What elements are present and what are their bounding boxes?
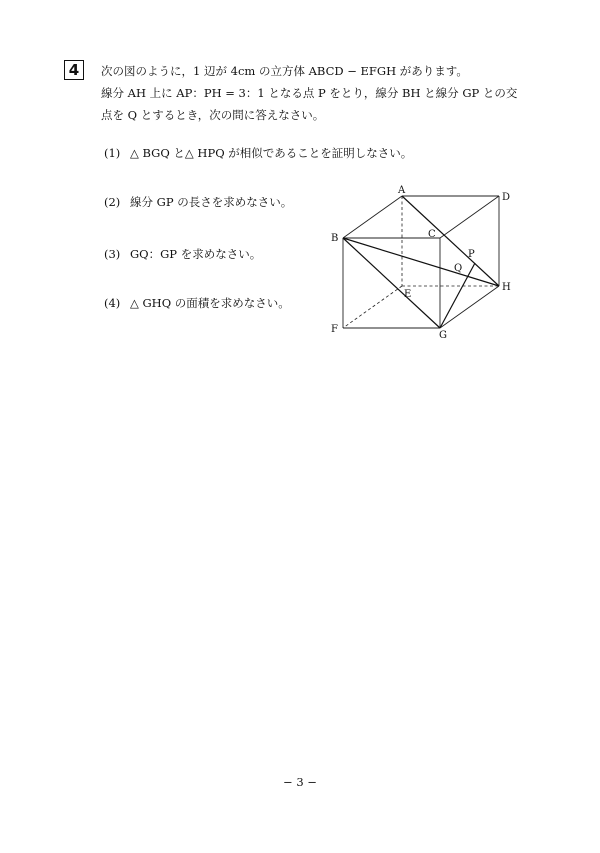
segment-AH [402, 196, 499, 286]
label-P: P [468, 249, 475, 260]
question-number: (1) [104, 146, 121, 160]
question-number: (2) [104, 195, 121, 209]
page-number: − 3 − [283, 775, 317, 789]
segment-BG [343, 238, 440, 328]
label-C: C [428, 229, 436, 240]
edge-GH [440, 286, 499, 328]
label-D: D [502, 192, 511, 203]
problem-number: 4 [68, 60, 80, 79]
label-F: F [331, 324, 338, 335]
problem-intro [101, 60, 541, 126]
question-text: GQ：GP を求めなさい。 [130, 247, 262, 261]
question-1 [104, 145, 412, 161]
label-Q: Q [454, 263, 463, 274]
cube-figure [320, 180, 530, 340]
edge-EF [343, 286, 402, 328]
intro-line: 次の図のように，1 辺が 4cm の立方体 ABCD − EFGH があります。 [101, 64, 468, 78]
label-E: E [404, 289, 412, 300]
label-H: H [502, 282, 511, 293]
question-number: (4) [104, 296, 121, 310]
label-G: G [439, 330, 447, 340]
problem-number-box [64, 60, 84, 80]
edge-CD [440, 196, 499, 238]
intro-line: 点を Q とするとき，次の問に答えなさい。 [101, 108, 325, 122]
question-text: △ BGQ と△ HPQ が相似であることを証明しなさい。 [130, 146, 413, 160]
question-3 [104, 246, 261, 262]
label-B: B [331, 233, 339, 244]
question-4 [104, 295, 290, 311]
segment-BH [343, 238, 499, 286]
intro-line: 線分 AH 上に AP：PH = 3：1 となる点 P をとり，線分 BH と線分 GP との交 [101, 86, 518, 100]
label-A: A [398, 185, 406, 196]
question-2 [104, 194, 292, 210]
edge-AB [343, 196, 402, 238]
question-text: 線分 GP の長さを求めなさい。 [130, 195, 293, 209]
question-number: (3) [104, 247, 121, 261]
question-text: △ GHQ の面積を求めなさい。 [130, 296, 290, 310]
